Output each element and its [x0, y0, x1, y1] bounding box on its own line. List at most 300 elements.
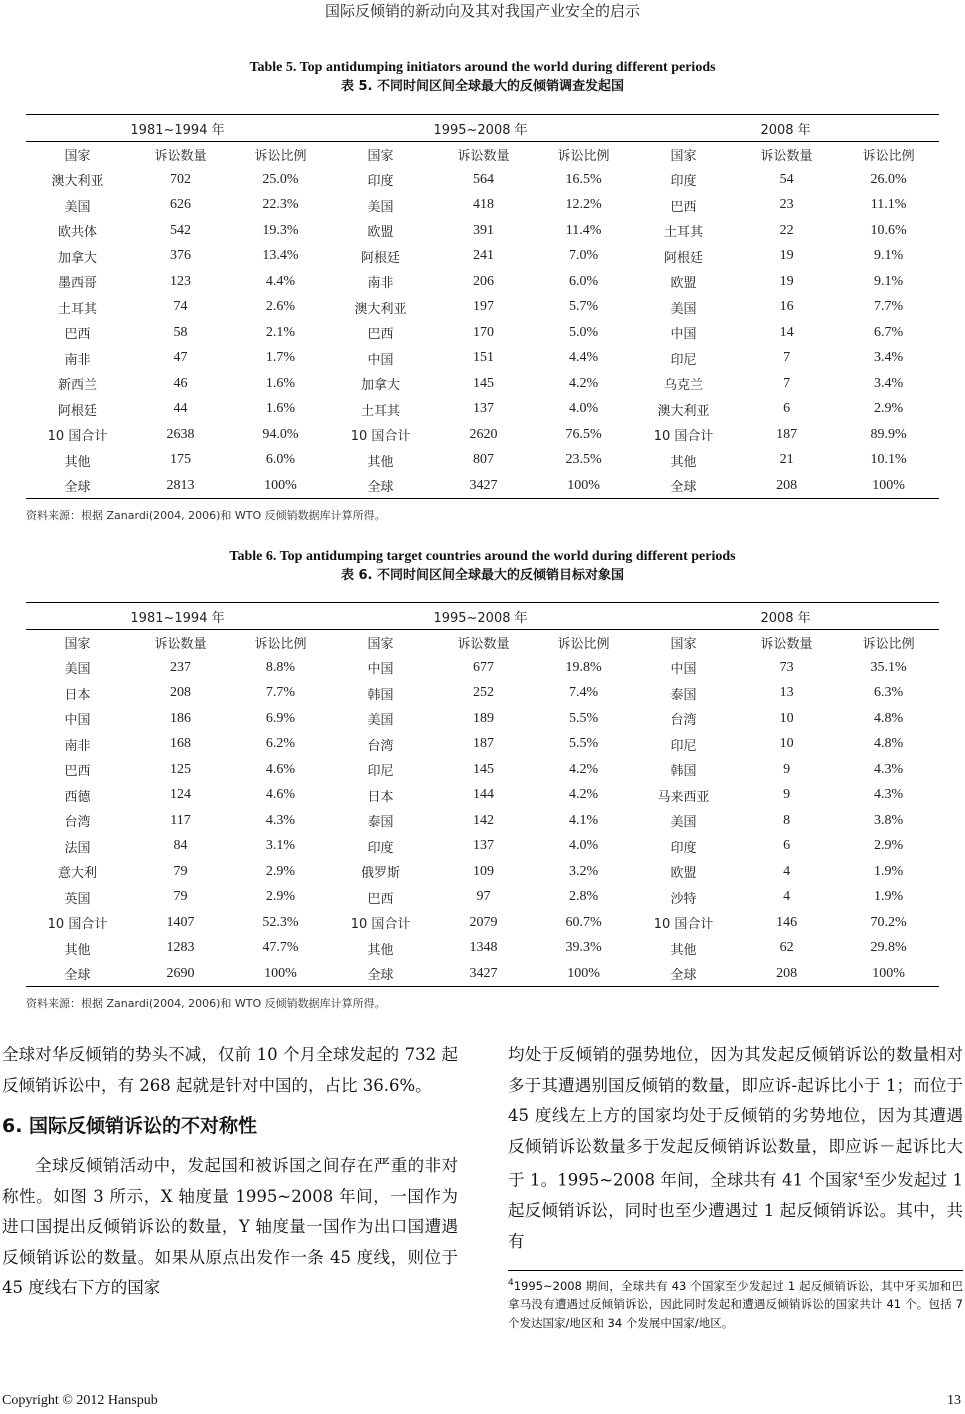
column-header: 国家: [670, 637, 697, 652]
column-header: 诉讼比例: [862, 149, 915, 164]
column-header: 诉讼数量: [154, 637, 207, 652]
table-cell: 印度: [367, 174, 394, 190]
table-cell: 146: [776, 914, 798, 930]
table-cell: 3427: [469, 477, 498, 493]
column-header: 诉讼数量: [154, 149, 207, 164]
table-row: [26, 961, 939, 987]
left-column: [2, 1040, 458, 1304]
table-cell: 100%: [872, 477, 905, 493]
column-header-row: [26, 630, 939, 656]
table-row: [26, 320, 939, 346]
table-cell: 14: [779, 324, 794, 340]
column-header: 诉讼比例: [862, 637, 915, 652]
table-row: [26, 706, 939, 732]
table-cell: 6.3%: [873, 685, 904, 701]
table-cell: 564: [473, 171, 495, 187]
table-cell: 欧共体: [57, 225, 97, 241]
table-row: [26, 681, 939, 707]
table-cell: 62: [779, 940, 794, 956]
table-cell: 巴西: [64, 764, 91, 780]
column-header: 国家: [367, 637, 394, 652]
table-cell: 2.9%: [873, 401, 904, 417]
table-cell: 702: [170, 171, 191, 187]
table-cell: 125: [170, 761, 191, 777]
table-cell: 5.5%: [568, 736, 599, 752]
table-cell: 8: [783, 812, 791, 828]
table-cell: 其他: [367, 454, 394, 470]
table-row: [26, 193, 939, 219]
table-cell: 19.8%: [565, 659, 602, 675]
table-cell: 4.3%: [873, 761, 904, 777]
table-cell: 美国: [64, 199, 91, 215]
table-cell: 391: [473, 222, 495, 238]
table-cell: 6.0%: [265, 452, 296, 468]
table-cell: 4: [783, 863, 791, 879]
table-cell: 泰国: [670, 687, 697, 703]
table-cell: 1.9%: [873, 889, 904, 905]
table-cell: 6.0%: [568, 273, 599, 289]
table-cell: 2.1%: [265, 324, 296, 340]
table-cell: 677: [473, 659, 495, 675]
table-cell: 7.7%: [873, 299, 904, 315]
table-cell: 16: [779, 299, 794, 315]
table6-caption-zh: 表 6. 不同时间区间全球最大的反倾销目标对象国: [340, 568, 625, 583]
table-cell: 台湾: [64, 815, 91, 831]
column-header: 国家: [367, 149, 394, 164]
column-header: 诉讼数量: [760, 149, 813, 164]
table-cell: 其他: [670, 454, 697, 470]
table-cell: 47.7%: [262, 940, 299, 956]
table-cell: 澳大利亚: [51, 174, 104, 190]
table-row: [26, 448, 939, 474]
body-paragraph: 全球对华反倾销的势头不减，仅前 10 个月全球发起的 732 起反倾销诉讼中，有 268 起就是针对中国的，占比 36.6%。: [2, 1045, 458, 1095]
table-row: [26, 936, 939, 962]
period-header: 2008 年: [632, 603, 939, 630]
table-cell: 418: [473, 197, 495, 213]
table-cell: 台湾: [367, 738, 394, 754]
table-cell: 44: [173, 401, 188, 417]
table-cell: 2638: [166, 426, 195, 442]
table-row: [26, 885, 939, 911]
table-cell: 南非: [64, 352, 91, 368]
table-cell: 全球: [64, 480, 91, 495]
table-cell: 法国: [64, 840, 91, 856]
table-cell: 74: [173, 299, 188, 315]
table-cell: 13.4%: [262, 248, 299, 264]
table-cell: 46: [173, 375, 188, 391]
table-cell: 澳大利亚: [657, 403, 710, 419]
table-cell: 乌克兰: [664, 378, 704, 394]
table-cell: 186: [170, 710, 191, 726]
column-header: 诉讼数量: [457, 637, 510, 652]
table-cell: 俄罗斯: [361, 866, 401, 882]
table-cell: 10 国合计: [653, 917, 714, 933]
table-cell: 泰国: [367, 815, 394, 831]
running-head: 国际反倾销的新动向及其对我国产业安全的启示: [324, 2, 640, 20]
table-cell: 4.3%: [265, 812, 296, 828]
table-cell: 22.3%: [262, 197, 299, 213]
table-cell: 9: [783, 787, 791, 803]
table5-source-note: 资料来源：根据 Zanardi(2004, 2006)和 WTO 反倾销数据库计算所得。: [26, 509, 386, 522]
table-cell: 墨西哥: [57, 276, 97, 292]
table-cell: 124: [170, 787, 191, 803]
table-cell: 其他: [64, 942, 91, 958]
table6-source-note: 资料来源：根据 Zanardi(2004, 2006)和 WTO 反倾销数据库计算所得。: [26, 997, 386, 1010]
table-cell: 南非: [367, 276, 394, 292]
table-cell: 5.0%: [568, 324, 599, 340]
table-cell: 76.5%: [565, 426, 602, 442]
table6-caption-en: Table 6. Top antidumping target countries around the world during different periods: [229, 549, 736, 564]
table-row: [26, 269, 939, 295]
table-cell: 100%: [264, 965, 297, 981]
table-cell: 52.3%: [262, 914, 299, 930]
table-cell: 美国: [367, 713, 394, 729]
table-cell: 西德: [64, 789, 91, 805]
column-header: 国家: [64, 637, 91, 652]
table-cell: 21: [779, 452, 794, 468]
table-cell: 其他: [670, 942, 697, 958]
table-cell: 4.1%: [568, 812, 599, 828]
table-cell: 中国: [367, 662, 394, 678]
table-cell: 35.1%: [870, 659, 907, 675]
table-cell: 全球: [367, 968, 394, 983]
table-cell: 全球: [64, 968, 91, 983]
table-cell: 109: [473, 863, 495, 879]
table-cell: 23: [779, 197, 794, 213]
table-cell: 208: [170, 685, 191, 701]
table-cell: 2620: [469, 426, 498, 442]
table-cell: 376: [170, 248, 191, 264]
table-cell: 12.2%: [565, 197, 602, 213]
table-cell: 11.1%: [870, 197, 907, 213]
table-cell: 1.7%: [265, 350, 296, 366]
table-cell: 9.1%: [873, 248, 904, 264]
table-cell: 2.9%: [873, 838, 904, 854]
table-cell: 2690: [166, 965, 195, 981]
table-cell: 123: [170, 273, 191, 289]
table-cell: 印度: [367, 840, 394, 856]
table-cell: 6: [783, 838, 791, 854]
table-cell: 626: [170, 197, 191, 213]
table-cell: 7: [783, 350, 791, 366]
table-cell: 26.0%: [870, 171, 907, 187]
period-header: 1995~2008 年: [329, 603, 632, 630]
table-cell: 2079: [469, 914, 498, 930]
table-cell: 6.7%: [873, 324, 904, 340]
table-cell: 3.8%: [873, 812, 904, 828]
table-cell: 145: [473, 761, 495, 777]
column-header: 诉讼数量: [457, 149, 510, 164]
table-cell: 252: [473, 685, 495, 701]
table-cell: 中国: [670, 327, 697, 343]
table-cell: 9.1%: [873, 273, 904, 289]
body-paragraph-cont: 至少发起过 1 起反倾销诉讼，同时也至少遭遇过 1 起反倾销诉讼。其中，共有: [508, 1170, 963, 1251]
table-cell: 10 国合计: [653, 429, 714, 445]
table-cell: 中国: [670, 662, 697, 678]
table-cell: 土耳其: [664, 225, 704, 241]
table-cell: 10 国合计: [47, 429, 108, 445]
table-cell: 5.7%: [568, 299, 599, 315]
table-cell: 3.4%: [873, 375, 904, 391]
table-cell: 137: [473, 401, 495, 417]
table-cell: 70.2%: [870, 914, 907, 930]
table-cell: 187: [776, 426, 798, 442]
table-cell: 237: [170, 659, 191, 675]
table-cell: 全球: [670, 968, 697, 983]
table-cell: 151: [473, 350, 495, 366]
table-cell: 印度: [670, 840, 697, 856]
table-cell: 1.6%: [265, 375, 296, 391]
table-cell: 10: [779, 736, 794, 752]
table-cell: 4.0%: [568, 838, 599, 854]
table-cell: 19: [779, 273, 794, 289]
table-row: [26, 397, 939, 423]
table-cell: 13: [779, 685, 794, 701]
table-cell: 10.1%: [870, 452, 907, 468]
table-cell: 全球: [670, 480, 697, 495]
column-header: 国家: [670, 149, 697, 164]
table-cell: 19: [779, 248, 794, 264]
table-cell: 9: [783, 761, 791, 777]
table-cell: 7.7%: [265, 685, 296, 701]
table-cell: 中国: [367, 352, 394, 368]
table-cell: 22: [779, 222, 794, 238]
table-cell: 19.3%: [262, 222, 299, 238]
table-cell: 1407: [166, 914, 195, 930]
table-cell: 2.9%: [265, 863, 296, 879]
table-row: [26, 783, 939, 809]
period-header: 1995~2008 年: [329, 115, 632, 142]
table-cell: 2.8%: [568, 889, 599, 905]
table-cell: 7.0%: [568, 248, 599, 264]
table-cell: 欧盟: [670, 866, 697, 882]
column-header-row: [26, 142, 939, 168]
table-cell: 6.2%: [265, 736, 296, 752]
table-cell: 巴西: [670, 199, 697, 215]
table-cell: 10 国合计: [47, 917, 108, 933]
period-header: 2008 年: [632, 115, 939, 142]
table-cell: 170: [473, 324, 495, 340]
table-cell: 6: [783, 401, 791, 417]
table-cell: 168: [170, 736, 191, 752]
table-cell: 145: [473, 375, 495, 391]
table-cell: 2.9%: [265, 889, 296, 905]
table-cell: 94.0%: [262, 426, 299, 442]
table-cell: 3.4%: [873, 350, 904, 366]
table-row: [26, 422, 939, 448]
table-row: [26, 834, 939, 860]
table-cell: 加拿大: [57, 250, 97, 266]
table-cell: 79: [173, 889, 188, 905]
table-cell: 100%: [872, 965, 905, 981]
column-header: 诉讼比例: [557, 149, 610, 164]
table-cell: 韩国: [367, 687, 394, 703]
table-cell: 189: [473, 710, 495, 726]
column-header: 诉讼比例: [254, 637, 307, 652]
column-header: 诉讼比例: [254, 149, 307, 164]
column-header: 国家: [64, 149, 91, 164]
table-cell: 阿根廷: [57, 403, 97, 419]
table-cell: 23.5%: [565, 452, 602, 468]
table-cell: 58: [173, 324, 188, 340]
table-cell: 沙特: [670, 891, 697, 907]
table-cell: 马来西亚: [657, 789, 710, 805]
table-cell: 142: [473, 812, 495, 828]
table-cell: 39.3%: [565, 940, 602, 956]
table-cell: 巴西: [367, 327, 394, 343]
table-cell: 土耳其: [57, 301, 97, 317]
table-cell: 79: [173, 863, 188, 879]
table-cell: 175: [170, 452, 191, 468]
table-cell: 47: [173, 350, 188, 366]
table-cell: 100%: [567, 477, 600, 493]
table-cell: 印尼: [670, 738, 697, 754]
column-header: 诉讼数量: [760, 637, 813, 652]
table-row: [26, 371, 939, 397]
table-cell: 10.6%: [870, 222, 907, 238]
table-cell: 美国: [670, 301, 697, 317]
table-row: [26, 859, 939, 885]
table-cell: 韩国: [670, 764, 697, 780]
table-cell: 3.2%: [568, 863, 599, 879]
right-column: [508, 1040, 963, 1257]
table-cell: 美国: [670, 815, 697, 831]
table-cell: 4.4%: [265, 273, 296, 289]
table-row: [26, 346, 939, 372]
table-cell: 阿根廷: [664, 250, 704, 266]
table5-caption-zh: 表 5. 不同时间区间全球最大的反倾销调查发起国: [340, 79, 625, 94]
table-cell: 807: [473, 452, 495, 468]
table-cell: 6.9%: [265, 710, 296, 726]
table-row: [26, 655, 939, 681]
table-cell: 73: [779, 659, 794, 675]
table-cell: 144: [473, 787, 495, 803]
period-header: 1981~1994 年: [26, 115, 329, 142]
table-cell: 10 国合计: [350, 917, 411, 933]
table-cell: 南非: [64, 738, 91, 754]
table-cell: 5.5%: [568, 710, 599, 726]
table-cell: 4.2%: [568, 787, 599, 803]
table-cell: 89.9%: [870, 426, 907, 442]
table-cell: 4.8%: [873, 710, 904, 726]
table-cell: 4.0%: [568, 401, 599, 417]
table-cell: 2.6%: [265, 299, 296, 315]
table-cell: 29.8%: [870, 940, 907, 956]
section-heading: 6. 国际反倾销诉讼的不对称性: [2, 1115, 258, 1137]
copyright-notice: Copyright © 2012 Hanspub: [2, 1393, 158, 1408]
table-cell: 印度: [670, 174, 697, 190]
table5-caption-en: Table 5. Top antidumping initiators around the world during different periods: [249, 60, 716, 75]
table-cell: 97: [476, 889, 491, 905]
table-cell: 1.9%: [873, 863, 904, 879]
table-cell: 7.4%: [568, 685, 599, 701]
table-row: [26, 910, 939, 936]
table-cell: 欧盟: [367, 225, 394, 241]
footnote-ref[interactable]: 4: [858, 1172, 864, 1182]
table-cell: 其他: [367, 942, 394, 958]
table-cell: 4.4%: [568, 350, 599, 366]
table-cell: 4.3%: [873, 787, 904, 803]
body-paragraph: 全球反倾销活动中，发起国和被诉国之间存在严重的非对称性。如图 3 所示，X 轴度量 1995~2008 年间，一国作为进口国提出反倾销诉讼的数量，Y 轴度量一国作为出口国遭遇反倾销诉讼的数量。如果从原点出发作一条 45 度线，则位于 45 度线右下方的国家: [2, 1156, 458, 1297]
table-cell: 意大利: [57, 866, 97, 882]
table-cell: 美国: [367, 199, 394, 215]
table-cell: 全球: [367, 480, 394, 495]
table-cell: 16.5%: [565, 171, 602, 187]
period-header-row: [26, 115, 939, 142]
table-cell: 巴西: [367, 891, 394, 907]
footnote-mark: 4: [508, 1278, 514, 1288]
table-cell: 542: [170, 222, 191, 238]
table-cell: 4.6%: [265, 761, 296, 777]
table-row: [26, 244, 939, 270]
table-cell: 巴西: [64, 327, 91, 343]
table-cell: 日本: [64, 687, 91, 703]
table-cell: 54: [779, 171, 794, 187]
table-row: [26, 757, 939, 783]
table-cell: 197: [473, 299, 495, 315]
table-cell: 1348: [469, 940, 498, 956]
table-row: [26, 473, 939, 499]
table-cell: 10 国合计: [350, 429, 411, 445]
table-cell: 印尼: [670, 352, 697, 368]
footnote: [508, 1270, 963, 1332]
table-row: [26, 295, 939, 321]
table-cell: 187: [473, 736, 495, 752]
table-cell: 1.6%: [265, 401, 296, 417]
table-cell: 美国: [64, 662, 91, 678]
table-cell: 印尼: [367, 764, 394, 780]
column-header: 诉讼比例: [557, 637, 610, 652]
table-cell: 206: [473, 273, 495, 289]
body-paragraph: 均处于反倾销的强势地位，因为其发起反倾销诉讼的数量相对多于其遭遇别国反倾销的数量，即应诉-起诉比小于 1；而位于 45 度线左上方的国家均处于反倾销的劣势地位，因为其遭遇反倾销诉讼数量多于发起反倾销诉讼数量，即应诉－起诉比大于 1。1995~2008 年间，全球共有 41 个国家: [508, 1045, 963, 1190]
table-cell: 英国: [64, 891, 91, 907]
table6: [26, 602, 939, 987]
table-cell: 台湾: [670, 713, 697, 729]
table5: [26, 114, 939, 499]
period-header: 1981~1994 年: [26, 603, 329, 630]
table-cell: 100%: [264, 477, 297, 493]
table-cell: 欧盟: [670, 276, 697, 292]
table-cell: 阿根廷: [361, 250, 401, 266]
table-cell: 137: [473, 838, 495, 854]
table-cell: 25.0%: [262, 171, 299, 187]
table-cell: 8.8%: [265, 659, 296, 675]
table-cell: 117: [170, 812, 191, 828]
table-cell: 4.2%: [568, 761, 599, 777]
table-cell: 7: [783, 375, 791, 391]
table-cell: 日本: [367, 789, 394, 805]
table-cell: 土耳其: [361, 403, 401, 419]
table-cell: 新西兰: [57, 378, 97, 394]
period-header-row: [26, 603, 939, 630]
table-cell: 84: [173, 838, 188, 854]
table-cell: 其他: [64, 454, 91, 470]
table-cell: 3.1%: [265, 838, 296, 854]
table-cell: 208: [776, 965, 798, 981]
table-cell: 60.7%: [565, 914, 602, 930]
footnote-text: 1995~2008 期间，全球共有 43 个国家至少发起过 1 起反倾销诉讼，其中牙买加和巴拿马没有遭遇过反倾销诉讼，因此同时发起和遭遇反倾销诉讼的国家共计 41 个。包括 7 个发达国家/地区和 34 个发展中国家/地区。: [508, 1278, 963, 1330]
table-cell: 4.6%: [265, 787, 296, 803]
table-cell: 100%: [567, 965, 600, 981]
table-cell: 4.2%: [568, 375, 599, 391]
table-cell: 中国: [64, 713, 91, 729]
table-cell: 241: [473, 248, 495, 264]
table-cell: 加拿大: [361, 378, 401, 394]
table-cell: 4: [783, 889, 791, 905]
table-row: [26, 218, 939, 244]
table-cell: 3427: [469, 965, 498, 981]
table-cell: 澳大利亚: [354, 301, 407, 317]
